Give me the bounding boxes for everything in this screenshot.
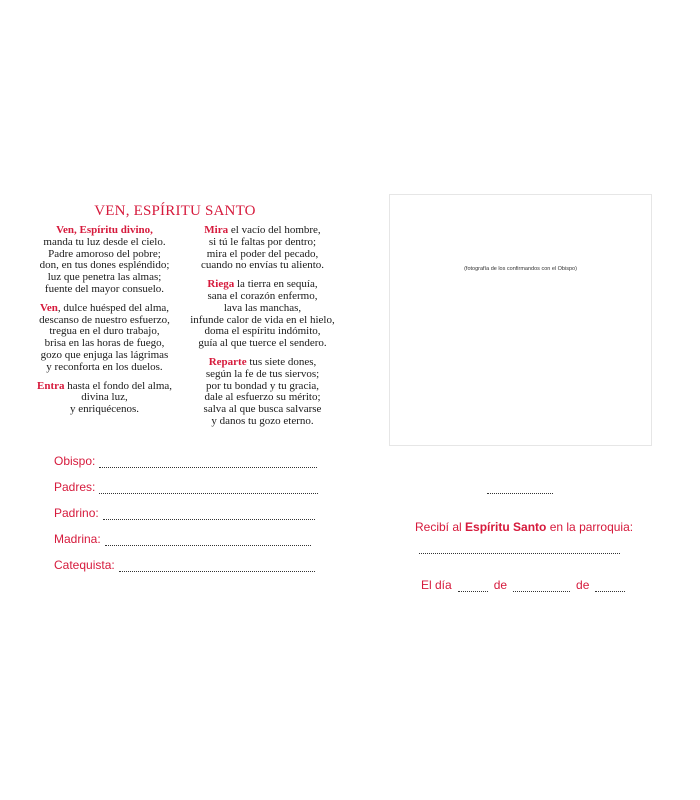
- month-line[interactable]: [513, 582, 570, 592]
- stanza-line: sana el corazón enfermo,: [207, 289, 318, 302]
- stanza-line: cuando no envías tu aliento.: [200, 259, 325, 272]
- stanza-line: y enriquécenos.: [69, 403, 140, 416]
- stanza-line: guía al que tuerce el sendero.: [198, 337, 327, 350]
- stanza: [22, 303, 187, 374]
- stanza-line: gozo que enjuga las lágrimas: [40, 348, 169, 361]
- stanza-line: descanso de nuestro esfuerzo,: [39, 313, 170, 326]
- photo-caption: (fotografía de los confirmandos con el Obispo): [464, 266, 577, 272]
- stanza-first-line-rest: la tierra en sequía,: [234, 278, 318, 291]
- photo-placeholder: [389, 194, 652, 446]
- padrino-label: Padrino:: [54, 506, 99, 520]
- stanza-first-line: [22, 303, 187, 315]
- padres-field: [54, 480, 318, 494]
- stanza-line: don, en tus dones espléndido;: [39, 259, 170, 272]
- catequista-line[interactable]: [119, 562, 315, 572]
- stanza-line: infunde calor de vida en el hielo,: [190, 313, 335, 326]
- stanza-line: luz que penetra las almas;: [47, 271, 162, 284]
- stanza-line: manda tu luz desde el cielo.: [43, 235, 166, 248]
- stanza-first-line-rest: hasta el fondo del alma,: [64, 379, 173, 392]
- stanza: [22, 225, 187, 296]
- catequista-field: [54, 558, 315, 572]
- obispo-field: [54, 454, 317, 468]
- stanza-first-line-rest: , dulce huésped del alma,: [57, 301, 170, 314]
- stanza-line: y danos tu gozo eterno.: [211, 414, 314, 427]
- stanza-keyword: Ven, Espíritu divino,: [56, 224, 153, 236]
- madrina-line[interactable]: [105, 536, 311, 546]
- date-row: [421, 578, 631, 592]
- page-title: VEN, ESPÍRITU SANTO: [94, 203, 256, 219]
- de-label-2: de: [576, 578, 590, 592]
- obispo-label: Obispo:: [54, 454, 96, 468]
- stanza-line: por tu bondad y tu gracia,: [205, 379, 320, 392]
- stanza-line: según la fe de tus siervos;: [205, 367, 320, 380]
- stanza-first-line: [180, 357, 345, 369]
- received-text-before: Recibí al: [415, 520, 466, 534]
- stanza-first-line-rest: el vacío del hombre,: [228, 224, 321, 236]
- prayer-column-right: [180, 225, 345, 435]
- stanza-line: divina luz,: [81, 391, 128, 404]
- stanza-keyword: Reparte: [208, 355, 247, 368]
- stanza-line: mira el poder del pecado,: [206, 247, 319, 260]
- received-statement: [415, 520, 633, 534]
- stanza-keyword: Ven: [39, 301, 58, 314]
- signature-line[interactable]: [487, 493, 553, 494]
- catequista-label: Catequista:: [54, 558, 115, 572]
- stanza-line: doma el espíritu indómito,: [204, 325, 321, 338]
- stanza-keyword: Riega: [207, 278, 235, 291]
- padres-label: Padres:: [54, 480, 96, 494]
- parish-line[interactable]: [419, 553, 620, 554]
- stanza: [22, 381, 187, 416]
- stanza-line: fuente del mayor consuelo.: [44, 282, 165, 295]
- day-label: El día: [421, 578, 452, 592]
- stanza: [180, 279, 345, 350]
- stanza-first-line-rest: tus siete dones,: [246, 355, 317, 368]
- day-line[interactable]: [458, 582, 488, 592]
- madrina-label: Madrina:: [54, 532, 101, 546]
- stanza-keyword: Entra: [36, 379, 65, 392]
- stanza-line: Padre amoroso del pobre;: [48, 247, 161, 260]
- madrina-field: [54, 532, 311, 546]
- stanza: [180, 225, 345, 272]
- obispo-line[interactable]: [99, 458, 317, 468]
- stanza-line: salva al que busca salvarse: [203, 403, 322, 416]
- de-label-1: de: [493, 578, 508, 592]
- stanza-line: brisa en las horas de fuego,: [44, 337, 165, 350]
- received-text-bold: Espíritu Santo: [465, 520, 547, 534]
- padrino-field: [54, 506, 315, 520]
- stanza-line: y reconforta en los duelos.: [46, 360, 163, 373]
- padrino-line[interactable]: [103, 510, 315, 520]
- stanza-line: dale al esfuerzo su mérito;: [204, 391, 321, 404]
- prayer-column-left: [22, 225, 187, 423]
- stanza-keyword: Mira: [204, 224, 229, 236]
- stanza: [180, 357, 345, 428]
- year-line[interactable]: [595, 582, 625, 592]
- stanza-line: si tú le faltas por dentro;: [208, 235, 317, 248]
- padres-line[interactable]: [99, 484, 318, 494]
- stanza-line: lava las manchas,: [223, 301, 302, 314]
- stanza-line: tregua en el duro trabajo,: [49, 325, 160, 338]
- received-text-after: en la parroquia:: [546, 520, 634, 534]
